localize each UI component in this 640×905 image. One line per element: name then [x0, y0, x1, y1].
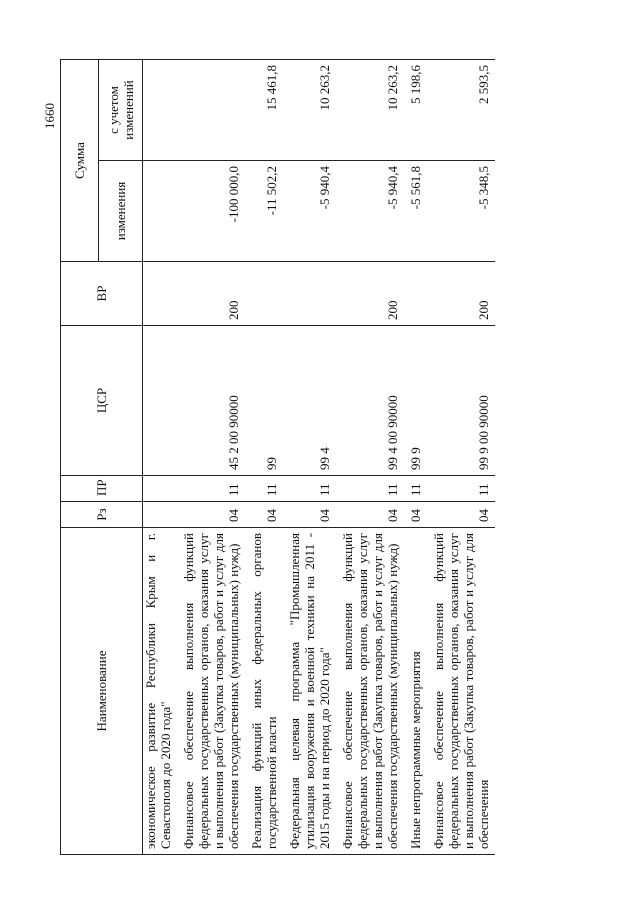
row-name: экономическое развитие Республики Крым и г. Севастополя до 2020 года" [143, 528, 178, 855]
header-rz: Рз [61, 502, 143, 528]
row-rz: 04 [177, 502, 245, 528]
budget-table-page [60, 60, 595, 855]
table-row [283, 60, 336, 855]
row-name: Иные непрограммные мероприятия [404, 528, 427, 855]
row-rz: 04 [283, 502, 336, 528]
row-change [143, 161, 178, 262]
row-pr: 11 [404, 476, 427, 502]
row-total: 10 263,2 [283, 60, 336, 161]
row-total: 5 198,6 [404, 60, 427, 161]
row-rz: 04 [404, 502, 427, 528]
row-total [143, 60, 178, 161]
row-csr: 99 9 [404, 326, 427, 476]
row-name: Финансовое обеспечение выполнения функций федеральных государственных органов, оказания услуг и выполнения работ (Закупка товаров, работ и услуг для обеспечения государственных (муниципальных) нужд) [336, 528, 404, 855]
row-name: Финансовое обеспечение выполнения функций федеральных государственных органов, оказания услуг и выполнения работ (Закупка товаров, работ и услуг для обеспечения государственных (муниципальных) нужд) [177, 528, 245, 855]
row-vr: 200 [427, 262, 495, 326]
row-total: 15 461,8 [245, 60, 283, 161]
table-row [404, 60, 427, 855]
header-pr: ПР [61, 476, 143, 502]
header-with-changes: с учетом изменений [99, 60, 143, 161]
row-vr [245, 262, 283, 326]
row-name: Федеральная целевая программа "Промышленная утилизация вооружения и военной техники на 2011 - 2015 годы и на период до 2020 года" [283, 528, 336, 855]
row-change: -5 940,4 [283, 161, 336, 262]
row-pr: 11 [336, 476, 404, 502]
table-row [336, 60, 404, 855]
row-pr: 11 [427, 476, 495, 502]
row-name: Реализация функций иных федеральных органов государственной власти [245, 528, 283, 855]
row-rz: 04 [245, 502, 283, 528]
row-name: Финансовое обеспечение выполнения функций федеральных государственных органов, оказания услуг и выполнения работ (Закупка товаров, работ и услуг для обеспечения [427, 528, 495, 855]
row-pr: 11 [283, 476, 336, 502]
header-sum: Сумма [61, 60, 99, 262]
row-pr [143, 476, 178, 502]
row-vr [143, 262, 178, 326]
table-body [143, 60, 496, 855]
header-changes: изменения [99, 161, 143, 262]
row-vr [283, 262, 336, 326]
row-csr [143, 326, 178, 476]
row-pr: 11 [245, 476, 283, 502]
row-vr [404, 262, 427, 326]
header-name: Наименование [61, 528, 143, 855]
row-csr: 45 2 00 90000 [177, 326, 245, 476]
row-csr: 99 9 00 90000 [427, 326, 495, 476]
row-change: -5 940,4 [336, 161, 404, 262]
row-change: -100 000,0 [177, 161, 245, 262]
table-row [143, 60, 178, 855]
row-rz: 04 [336, 502, 404, 528]
row-total: 10 263,2 [336, 60, 404, 161]
row-csr: 99 [245, 326, 283, 476]
row-total: 2 593,5 [427, 60, 495, 161]
row-vr: 200 [336, 262, 404, 326]
row-rz: 04 [427, 502, 495, 528]
row-change: -5 348,5 [427, 161, 495, 262]
table-row [177, 60, 245, 855]
header-csr: ЦСР [61, 326, 143, 476]
row-change: -11 502,2 [245, 161, 283, 262]
row-rz [143, 502, 178, 528]
row-pr: 11 [177, 476, 245, 502]
header-vr: ВР [61, 262, 143, 326]
row-csr: 99 4 [283, 326, 336, 476]
table-row [245, 60, 283, 855]
row-vr: 200 [177, 262, 245, 326]
page-number: 1660 [42, 103, 57, 129]
row-csr: 99 4 00 90000 [336, 326, 404, 476]
table-header [61, 60, 143, 855]
budget-table [60, 59, 495, 855]
row-change: -5 561,8 [404, 161, 427, 262]
table-row [427, 60, 495, 855]
row-total [177, 60, 245, 161]
